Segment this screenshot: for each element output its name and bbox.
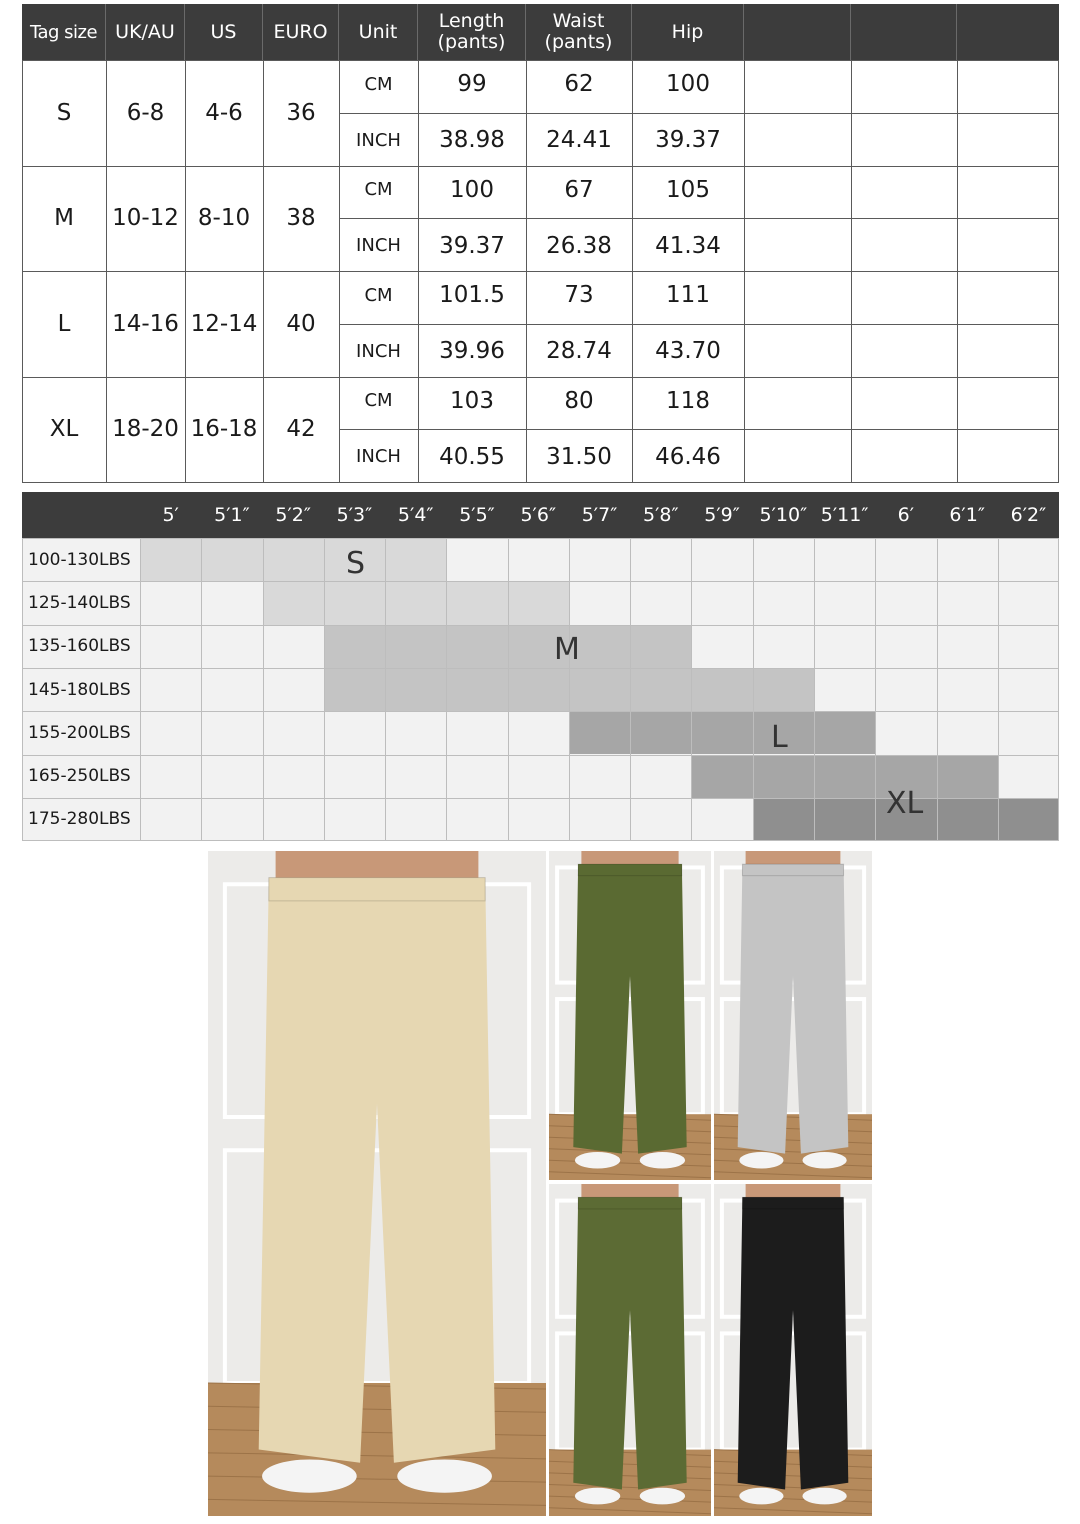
height-header: 6′ [897,504,915,526]
waist-cell: 73 [564,282,594,309]
fit-region-cell-m [324,668,385,711]
waist-cell: 31.50 [546,443,612,470]
unit-cell: CM [364,390,393,412]
unit-cell: CM [364,179,393,201]
chart-gridline [937,538,938,841]
chart-gridline [691,538,692,841]
table-divider [22,60,1059,61]
table-divider [22,377,1059,378]
waist-cell: 26.38 [546,232,612,259]
fit-region-cell-m [385,668,446,711]
chart-gridline [22,538,23,841]
size-table [22,4,1059,482]
fit-region-cell-s [263,538,324,581]
table-header-cell [957,4,1059,60]
height-header: 6′2″ [1010,504,1047,526]
size-zone-label: S [346,546,366,581]
unit-cell: CM [364,284,393,306]
fit-region-cell-l [814,755,875,798]
height-header: 5′9″ [704,504,740,526]
chart-gridline [22,538,1059,539]
fit-region-cell-l [691,755,752,798]
chart-gridline [875,538,876,841]
fit-region-cell-xl [753,798,814,841]
table-header-cell: US [185,4,263,60]
table-header-cell [744,4,851,60]
weight-row-label: 175-280LBS [28,809,131,830]
chart-gridline [140,538,141,841]
waist-cell: 24.41 [546,127,612,154]
table-divider [339,218,1059,219]
chart-gridline [569,538,570,841]
table-header-cell: Hip [632,4,744,60]
green-pants-photo-2 [549,1184,711,1516]
fit-region-cell-l [630,711,691,754]
weight-row-label: 100-130LBS [28,549,131,570]
euro-size-cell: 36 [286,99,316,126]
hip-cell: 43.70 [655,338,721,365]
size-zone-label: M [554,632,580,667]
fit-region-cell-m [385,625,446,668]
us-size-cell: 16-18 [190,416,258,443]
fit-region-cell-m [508,668,569,711]
fit-region-cell-xl [998,798,1059,841]
fit-region-cell-xl [937,798,998,841]
ukau-size-cell: 6-8 [126,99,165,126]
fit-region-cell-l [937,755,998,798]
chart-gridline [22,711,1059,712]
length-cell: 39.96 [439,338,505,365]
ukau-size-cell: 10-12 [112,205,179,232]
euro-size-cell: 40 [286,310,316,337]
hip-cell: 41.34 [655,232,721,259]
weight-row-label: 145-180LBS [28,679,131,700]
chart-gridline [22,625,1059,626]
us-size-cell: 8-10 [197,205,251,232]
fit-region-cell-l [753,755,814,798]
size-tag-cell: L [57,310,71,337]
fit-region-cell-m [569,668,630,711]
table-header-cell: Length (pants) [418,4,526,60]
black-pants-photo [714,1184,872,1516]
height-header: 5′3″ [336,504,373,526]
fit-region-cell-m [324,625,385,668]
fit-region-cell-s [324,581,385,624]
chart-gridline [446,538,447,841]
table-divider [339,113,1059,114]
height-header: 5′4″ [397,504,434,526]
size-zone-label: XL [886,786,924,821]
chart-gridline [22,668,1059,669]
us-size-cell: 12-14 [190,310,258,337]
size-tag-cell: S [56,99,72,126]
chart-gridline [324,538,325,841]
unit-cell: INCH [356,340,401,362]
size-tag-cell: M [54,205,74,232]
height-header: 5′7″ [581,504,618,526]
fit-region-cell-s [446,581,507,624]
fit-region-cell-s [201,538,262,581]
hip-cell: 118 [666,387,710,414]
fit-region-cell-xl [814,798,875,841]
fit-region-cell-s [263,581,324,624]
length-cell: 103 [450,387,494,414]
hip-cell: 111 [666,282,710,309]
hip-cell: 100 [666,71,710,98]
gray-pants-photo [714,851,872,1180]
chart-gridline [263,538,264,841]
table-header-cell: Waist (pants) [526,4,632,60]
fit-region-cell-l [814,711,875,754]
height-header: 5′11″ [820,504,869,526]
waist-cell: 80 [564,387,594,414]
fit-region-cell-s [140,538,201,581]
us-size-cell: 4-6 [205,99,243,126]
chart-gridline [753,538,754,841]
table-header-cell: EURO [263,4,339,60]
fit-region-cell-m [630,625,691,668]
ukau-size-cell: 14-16 [112,310,179,337]
fit-region-cell-m [446,668,507,711]
weight-row-label: 155-200LBS [28,722,131,743]
length-cell: 100 [450,176,494,203]
chart-gridline [998,538,999,841]
chart-gridline [508,538,509,841]
height-header: 5′8″ [643,504,679,526]
fit-region-cell-s [385,581,446,624]
chart-gridline [201,538,202,841]
height-header: 5′10″ [759,504,808,526]
hip-cell: 46.46 [655,443,721,470]
chart-gridline [1058,538,1059,841]
length-cell: 40.55 [439,443,505,470]
table-divider [339,324,1059,325]
unit-cell: INCH [356,129,401,151]
fit-region-cell-s [508,581,569,624]
table-divider [339,429,1059,430]
height-header: 5′5″ [459,504,495,526]
height-header: 5′1″ [214,504,250,526]
length-cell: 101.5 [439,282,505,309]
green-pants-photo-1 [549,851,711,1180]
weight-row-label: 165-250LBS [28,766,131,787]
waist-cell: 62 [564,71,594,98]
chart-gridline [814,538,815,841]
table-divider [22,166,1059,167]
fit-region-cell-m [446,625,507,668]
length-cell: 39.37 [439,232,505,259]
weight-row-label: 135-160LBS [28,636,131,657]
height-header: 6′1″ [949,504,985,526]
beige-pants-photo [208,851,546,1516]
length-cell: 99 [457,71,487,98]
unit-cell: INCH [356,446,401,468]
euro-size-cell: 42 [286,416,316,443]
waist-cell: 28.74 [546,338,612,365]
fit-region-cell-m [691,668,752,711]
unit-cell: INCH [356,235,401,257]
fit-region-cell-m [630,668,691,711]
weight-row-label: 125-140LBS [28,592,131,613]
table-header-cell: Tag size [22,4,106,60]
chart-gridline [22,840,1059,841]
fit-region-cell-l [691,711,752,754]
chart-gridline [385,538,386,841]
size-tag-cell: XL [49,416,79,443]
fit-region-cell-l [569,711,630,754]
table-divider [22,482,1059,483]
euro-size-cell: 38 [286,205,316,232]
table-divider [22,271,1059,272]
size-zone-label: L [771,720,788,755]
ukau-size-cell: 18-20 [112,416,179,443]
chart-gridline [22,581,1059,582]
length-cell: 38.98 [439,127,505,154]
chart-gridline [630,538,631,841]
hip-cell: 39.37 [655,127,721,154]
unit-cell: CM [364,73,393,95]
chart-gridline [22,755,1059,756]
fit-region-cell-s [385,538,446,581]
waist-cell: 67 [564,176,594,203]
table-header-cell: Unit [339,4,418,60]
height-header: 5′2″ [275,504,311,526]
fit-region-cell-m [753,668,814,711]
hip-cell: 105 [666,176,710,203]
height-header: 5′ [162,504,179,526]
height-header: 5′6″ [520,504,557,526]
table-header-cell: UK/AU [106,4,185,60]
height-weight-fit-chart [22,492,1059,841]
table-header-cell [851,4,957,60]
